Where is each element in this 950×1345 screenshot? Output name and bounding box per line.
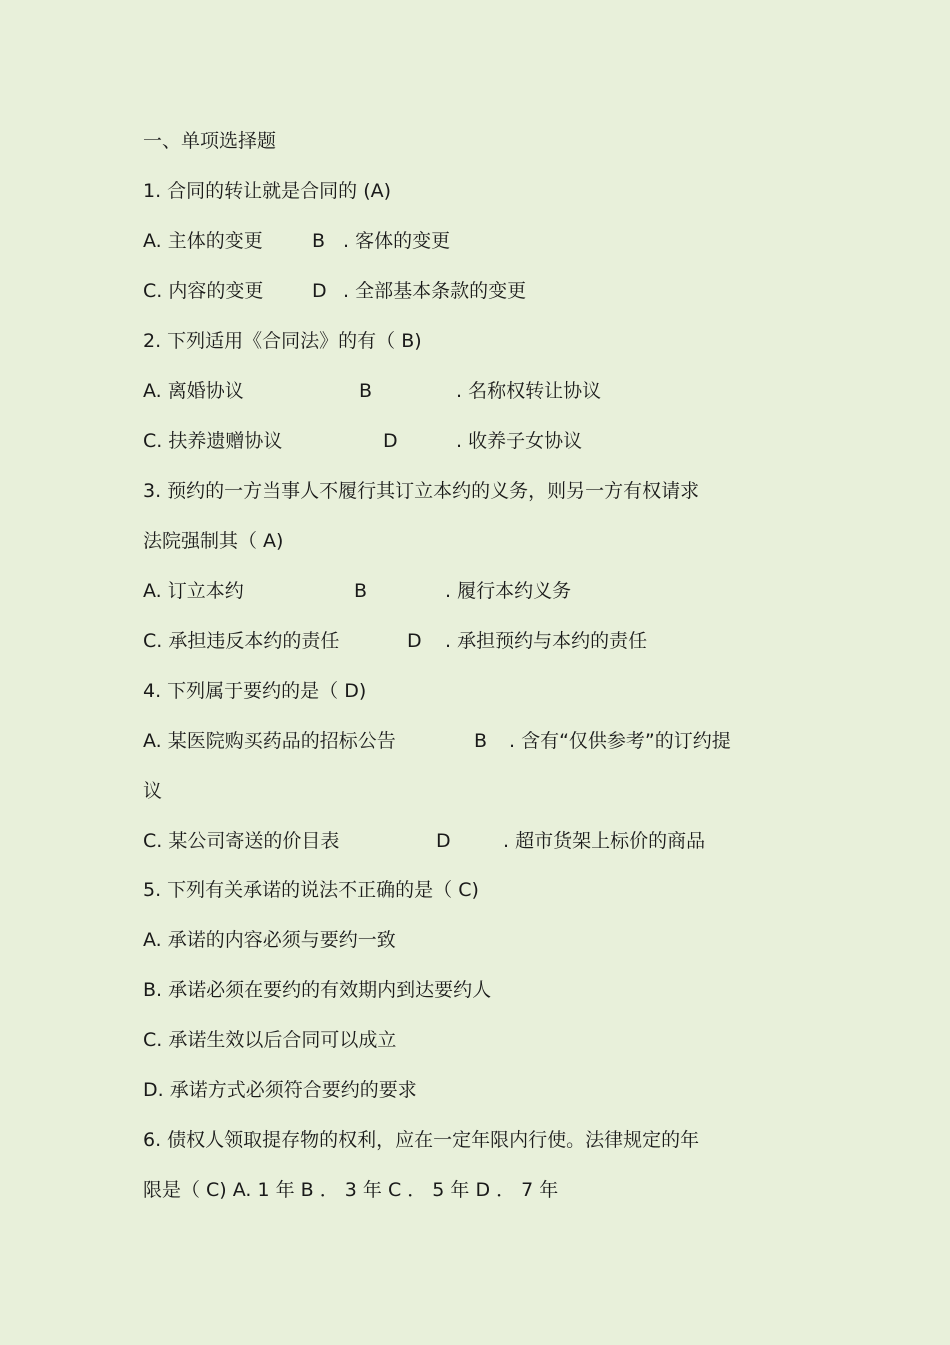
option-b-text: . 含有“仅供参考”的订约提 — [509, 730, 731, 752]
option-c: C. 某公司寄送的价目表 — [143, 830, 340, 852]
option-a: A. 主体的变更 — [143, 230, 263, 252]
option-b-letter: B — [354, 580, 368, 602]
option-c: C. 内容的变更 — [143, 280, 264, 302]
question-5-stem: 5. 下列有关承诺的说法不正确的是（ C) — [143, 879, 479, 901]
option-d-text: . 超市货架上标价的商品 — [503, 830, 706, 852]
option-d-text: . 收养子女协议 — [456, 430, 583, 452]
option-b-letter: B — [474, 730, 488, 752]
question-5-option-c: C. 承诺生效以后合同可以成立 — [143, 1029, 397, 1051]
option-b-letter: B — [312, 230, 326, 252]
option-b-text: . 履行本约义务 — [445, 580, 572, 602]
option-a: A. 某医院购买药品的招标公告 — [143, 730, 396, 752]
question-4-stem: 4. 下列属于要约的是（ D) — [143, 680, 367, 702]
option-a: A. 订立本约 — [143, 580, 244, 602]
question-6-stem-line1: 6. 债权人领取提存物的权利，应在一定年限内行使。法律规定的年 — [143, 1129, 700, 1151]
section-title: 一、单项选择题 — [143, 130, 277, 152]
option-c: C. 承担违反本约的责任 — [143, 630, 340, 652]
option-d-letter: D — [436, 830, 451, 852]
option-d-text: . 全部基本条款的变更 — [343, 280, 527, 302]
option-d-letter: D — [383, 430, 398, 452]
option-d-text: . 承担预约与本约的责任 — [445, 630, 648, 652]
question-4-option-b-continued: 议 — [143, 780, 163, 802]
option-a: A. 离婚协议 — [143, 380, 244, 402]
option-d-letter: D — [312, 280, 327, 302]
option-d-letter: D — [407, 630, 422, 652]
question-5-option-d: D. 承诺方式必须符合要约的要求 — [143, 1079, 417, 1101]
question-5-option-a: A. 承诺的内容必须与要约一致 — [143, 929, 396, 951]
option-b-text: . 客体的变更 — [343, 230, 451, 252]
question-6-stem-line2: 限是（ C) A. 1 年 B ． 3 年 C ． 5 年 D ． 7 年 — [143, 1179, 559, 1201]
option-b-text: . 名称权转让协议 — [456, 380, 602, 402]
question-3-stem-line2: 法院强制其（ A) — [143, 530, 284, 552]
option-b-letter: B — [359, 380, 373, 402]
question-3-stem-line1: 3. 预约的一方当事人不履行其订立本约的义务，则另一方有权请求 — [143, 480, 700, 502]
question-5-option-b: B. 承诺必须在要约的有效期内到达要约人 — [143, 979, 492, 1001]
option-c: C. 扶养遗赠协议 — [143, 430, 283, 452]
question-2-stem: 2. 下列适用《合同法》的有（ B) — [143, 330, 422, 352]
question-1-stem: 1. 合同的转让就是合同的 (A) — [143, 180, 392, 202]
